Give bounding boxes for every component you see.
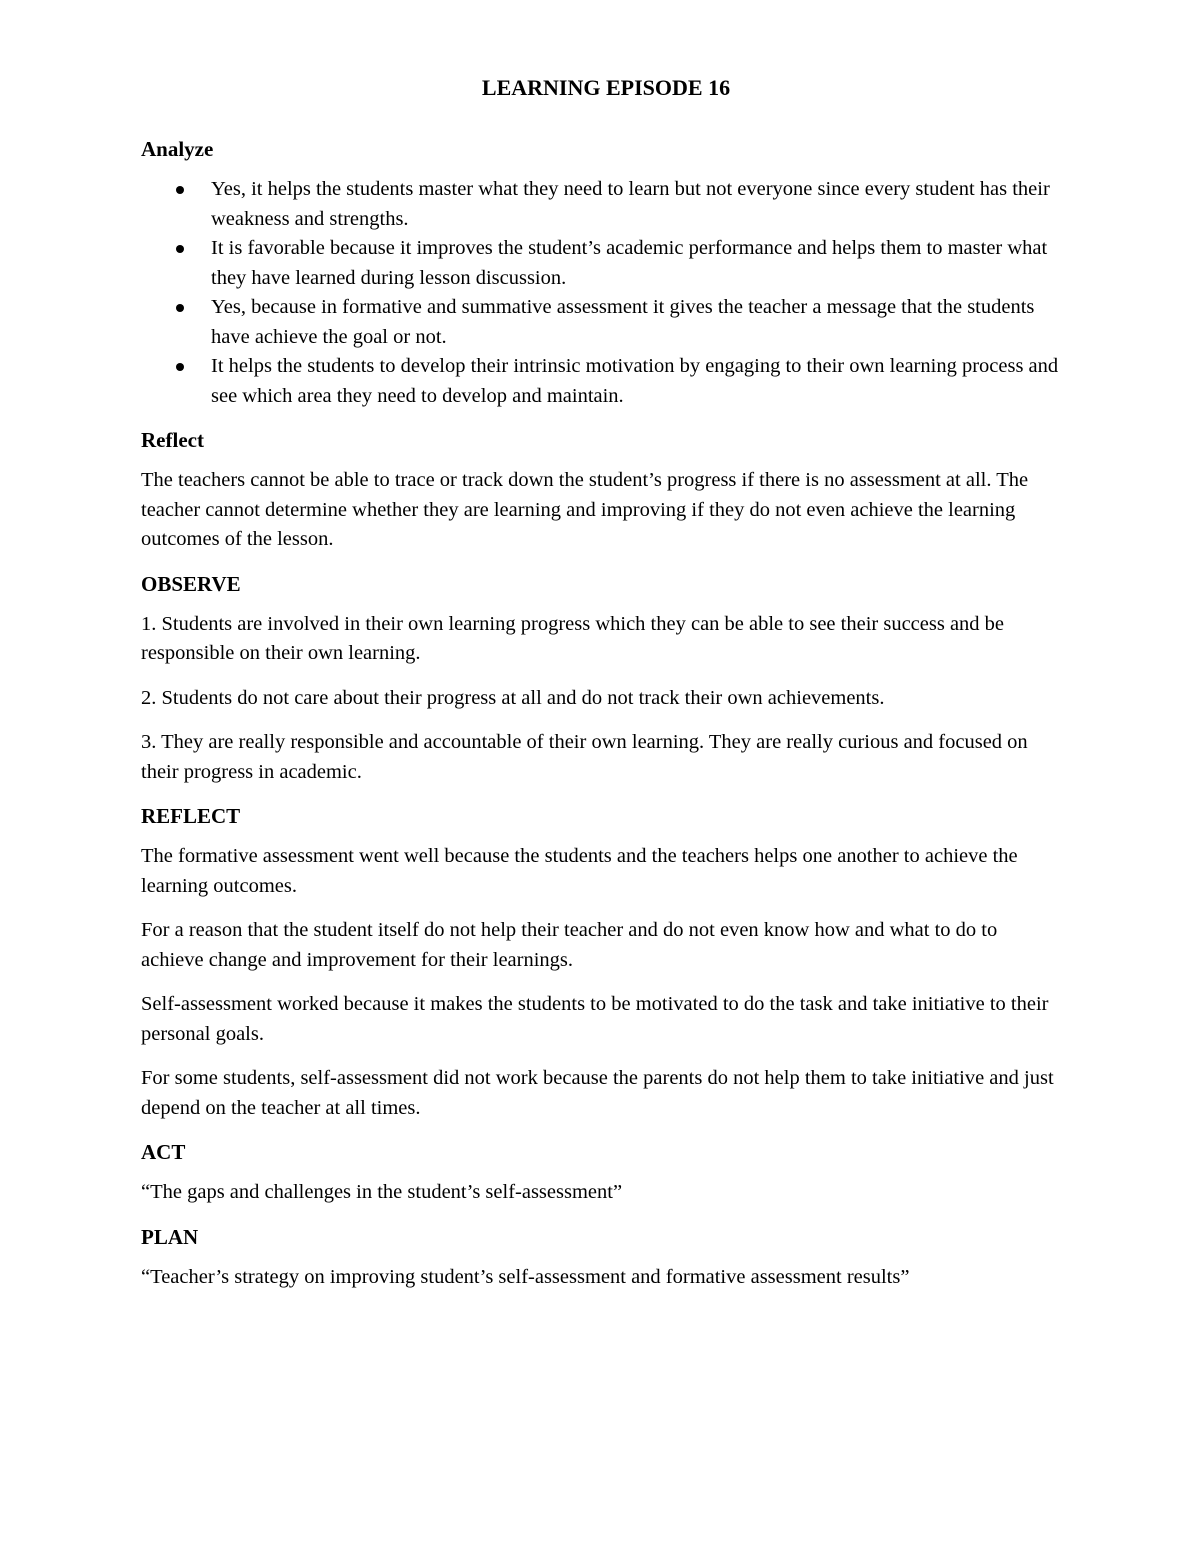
bullet-icon [176, 363, 184, 371]
bullet-text: It helps the students to develop their intrinsic motivation by engaging to their own learning process and see which area they need to develop and maintain. [211, 355, 1059, 407]
observe-item-2: 2. Students do not care about their progress at all and do not track their own achievements. [141, 686, 885, 709]
bullet-item [141, 175, 1061, 234]
reflect-upper-heading: REFLECT [141, 804, 241, 828]
act-paragraph: “The gaps and challenges in the student’s self-assessment” [141, 1181, 623, 1203]
plan-paragraph: “Teacher’s strategy on improving student’s self-assessment and formative assessment results” [141, 1265, 910, 1288]
reflect-heading: Reflect [141, 428, 204, 452]
observe-item-3: 3. They are really responsible and accountable of their own learning. They are really curious and focused on their progress in academic. [141, 731, 1028, 783]
analyze-bullet-list [141, 175, 1061, 411]
bullet-item [141, 234, 1061, 293]
reflect-upper-paragraph-3: Self-assessment worked because it makes the students to be motivated to do the task and take initiative to their personal goals. [141, 993, 1049, 1045]
act-heading: ACT [141, 1140, 186, 1164]
plan-heading: PLAN [141, 1224, 199, 1249]
reflect-upper-paragraph-2: For a reason that the student itself do not help their teacher and do not even know how and what to do to achieve change and improvement for their learnings. [141, 919, 998, 971]
bullet-item [141, 352, 1061, 411]
observe-item-1: 1. Students are involved in their own learning progress which they can be able to see their success and be responsible on their own learning. [141, 612, 1005, 664]
bullet-text: It is favorable because it improves the student’s academic performance and helps them to master what they have learned during lesson discussion. [211, 237, 1048, 289]
bullet-item [141, 293, 1061, 352]
bullet-icon [176, 304, 184, 312]
reflect-upper-paragraph-1: The formative assessment went well because the students and the teachers helps one another to achieve the learning outcomes. [141, 845, 1018, 897]
analyze-heading: Analyze [141, 137, 214, 161]
bullet-icon [176, 186, 184, 194]
reflect-upper-paragraph-4: For some students, self-assessment did not work because the parents do not help them to take initiative and just depend on the teacher at all times. [141, 1067, 1054, 1119]
observe-heading: OBSERVE [141, 571, 241, 596]
bullet-icon [176, 245, 184, 253]
bullet-text: Yes, it helps the students master what they need to learn but not everyone since every student has their weakness and strengths. [211, 178, 1050, 230]
bullet-text: Yes, because in formative and summative assessment it gives the teacher a message that the students have achieve the goal or not. [211, 296, 1035, 348]
reflect-paragraph: The teachers cannot be able to trace or track down the student’s progress if there is no assessment at all. The teacher cannot determine whether they are learning and improving if they do not even achieve the learning outcomes of the lesson. [141, 469, 1029, 550]
document-page [141, 74, 1061, 1307]
document-title: LEARNING EPISODE 16 [481, 75, 731, 100]
